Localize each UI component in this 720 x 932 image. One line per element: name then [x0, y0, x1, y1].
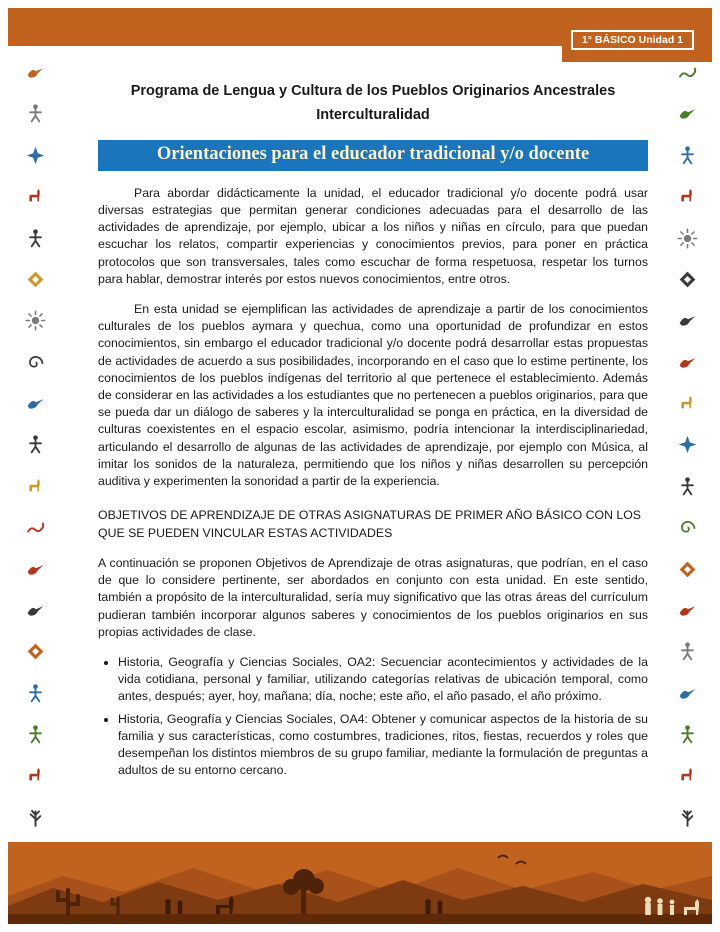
- content-area: [98, 80, 648, 784]
- cactus-icon: [25, 807, 46, 828]
- left-icon-column: [18, 62, 52, 828]
- sun-icon: [677, 228, 698, 249]
- footer-band: [8, 842, 712, 924]
- body-text: [98, 185, 648, 780]
- sun-icon: [25, 310, 46, 331]
- intro-paragraph: A continuación se proponen Objetivos de Aprendizaje de otras asignaturas, que podrían, en el caso de que lo considere pertinente, ser abordados en conjunto con esta unidad. En este sentido, también a propósito de la interculturalidad, sería muy significativo que las otras áreas del currículum pudieran también incorporar algunos saberes y conocimientos de los pueblos originarios en sus propias actividades de clase.: [98, 555, 648, 639]
- fox-icon: [25, 765, 46, 786]
- person-icon: [25, 434, 46, 455]
- person-icon: [25, 683, 46, 704]
- person-icon: [677, 724, 698, 745]
- program-subtitle: Interculturalidad: [316, 106, 430, 123]
- person-icon: [677, 476, 698, 497]
- person-icon: [677, 145, 698, 166]
- cactus-icon: [677, 807, 698, 828]
- bird-icon: [25, 393, 46, 414]
- eagle-icon: [677, 600, 698, 621]
- person-icon: [677, 641, 698, 662]
- person-icon: [25, 103, 46, 124]
- eagle-icon: [25, 600, 46, 621]
- section-banner: Orientaciones para el educador tradicional y/o docente: [98, 140, 648, 171]
- diamond-icon: [677, 559, 698, 580]
- llama-icon: [677, 393, 698, 414]
- paragraph-1: Para abordar didácticamente la unidad, el educador tradicional y/o docente podrá usar diversas estrategias que permitan generar condiciones adecuadas para el desarrollo de las actividades de aprendizaje, por ejemplo, ubicar a los niños y niñas en círculo, para que puedan escuchar los relatos, compartir experiencias y conocimientos previos, para poner en práctica protocolos que son transversales, tales como escuchar de forma respetuosa, respetar los turnos para hablar, demostrar interés por estos nuevos conocimientos, entre otros.: [98, 185, 648, 286]
- fox-icon: [677, 186, 698, 207]
- star-icon: [677, 434, 698, 455]
- diamond-icon: [25, 641, 46, 662]
- objectives-list: [98, 654, 648, 779]
- paragraph-2: En esta unidad se ejemplifican las actividades de aprendizaje a partir de los conocimientos culturales de los pueblos aymara y quechua, como una oportunidad de profundizar en estos conocimientos, sin embargo el educador tradicional y/o docente podrá desarrollar estas propuestas de actividades de acuerdo a sus posibilidades, incorporando en el caso que lo estime pertinente, los conocimientos de los pueblos indígenas del territorio al que pertenece el establecimiento. Además de considerar en las actividades a los estudiantes que no pertenecen a pueblos originarios, para que se pueda dar un diálogo de saberes y la interculturalidad se ponga en práctica, en la diversidad de culturas coexistentes en el espacio escolar, asimismo, podría intencionar la interdisciplinariedad, articulando el desarrollo de algunas de las actividades de aprendizaje, por ejemplo con Música, al imitar los sonidos de la naturaleza, permitiendo que los niños y niñas desarrollen su percepción auditiva y experimenten la sonoridad a partir de la experiencia.: [98, 302, 648, 489]
- diamond-icon: [677, 269, 698, 290]
- fox-icon: [677, 765, 698, 786]
- right-icon-column: [670, 62, 704, 828]
- program-title: Programa de Lengua y Cultura de los Pueblos Originarios Ancestrales: [130, 83, 616, 99]
- unit-badge: 1° BÁSICO Unidad 1: [571, 30, 694, 50]
- objectives-heading: OBJETIVOS DE APRENDIZAJE DE OTRAS ASIGNATURAS DE PRIMER AÑO BÁSICO CON LOS QUE SE PUEDEN VINCULAR ESTAS ACTIVIDADES: [98, 508, 641, 541]
- bird-icon: [25, 62, 46, 83]
- fox-icon: [25, 186, 46, 207]
- spiral-icon: [677, 517, 698, 538]
- eagle-icon: [677, 310, 698, 331]
- objective-item-oa4: • Historia, Geografía y Ciencias Sociales, OA4: Obtener y comunicar aspectos de la historia de su familia y sus características, como costumbres, tradiciones, ritos, fiestas, recuerdos y roles que desempeñan los distintos miembros de su grupo familiar, mediante la formulación de preguntas a adultos de su entorno cercano.: [118, 711, 648, 780]
- spiral-icon: [25, 352, 46, 373]
- bird-icon: [677, 103, 698, 124]
- objective-item-oa2: • Historia, Geografía y Ciencias Sociales, OA2: Secuenciar acontecimientos y actividades de la vida cotidiana, personal y familiar, utilizando categorías relativas de ubicación temporal, como antes, después; ayer, hoy, mañana; día, noche; este año, el año pasado, el año próximo.: [118, 654, 648, 706]
- bird-icon: [25, 559, 46, 580]
- snake-icon: [677, 62, 698, 83]
- llama-icon: [25, 476, 46, 497]
- star-icon: [25, 145, 46, 166]
- person-icon: [25, 724, 46, 745]
- person-icon: [25, 228, 46, 249]
- diamond-icon: [25, 269, 46, 290]
- snake-icon: [25, 517, 46, 538]
- footer-landscape-art: [8, 842, 712, 924]
- bird-icon: [677, 683, 698, 704]
- bird-icon: [677, 352, 698, 373]
